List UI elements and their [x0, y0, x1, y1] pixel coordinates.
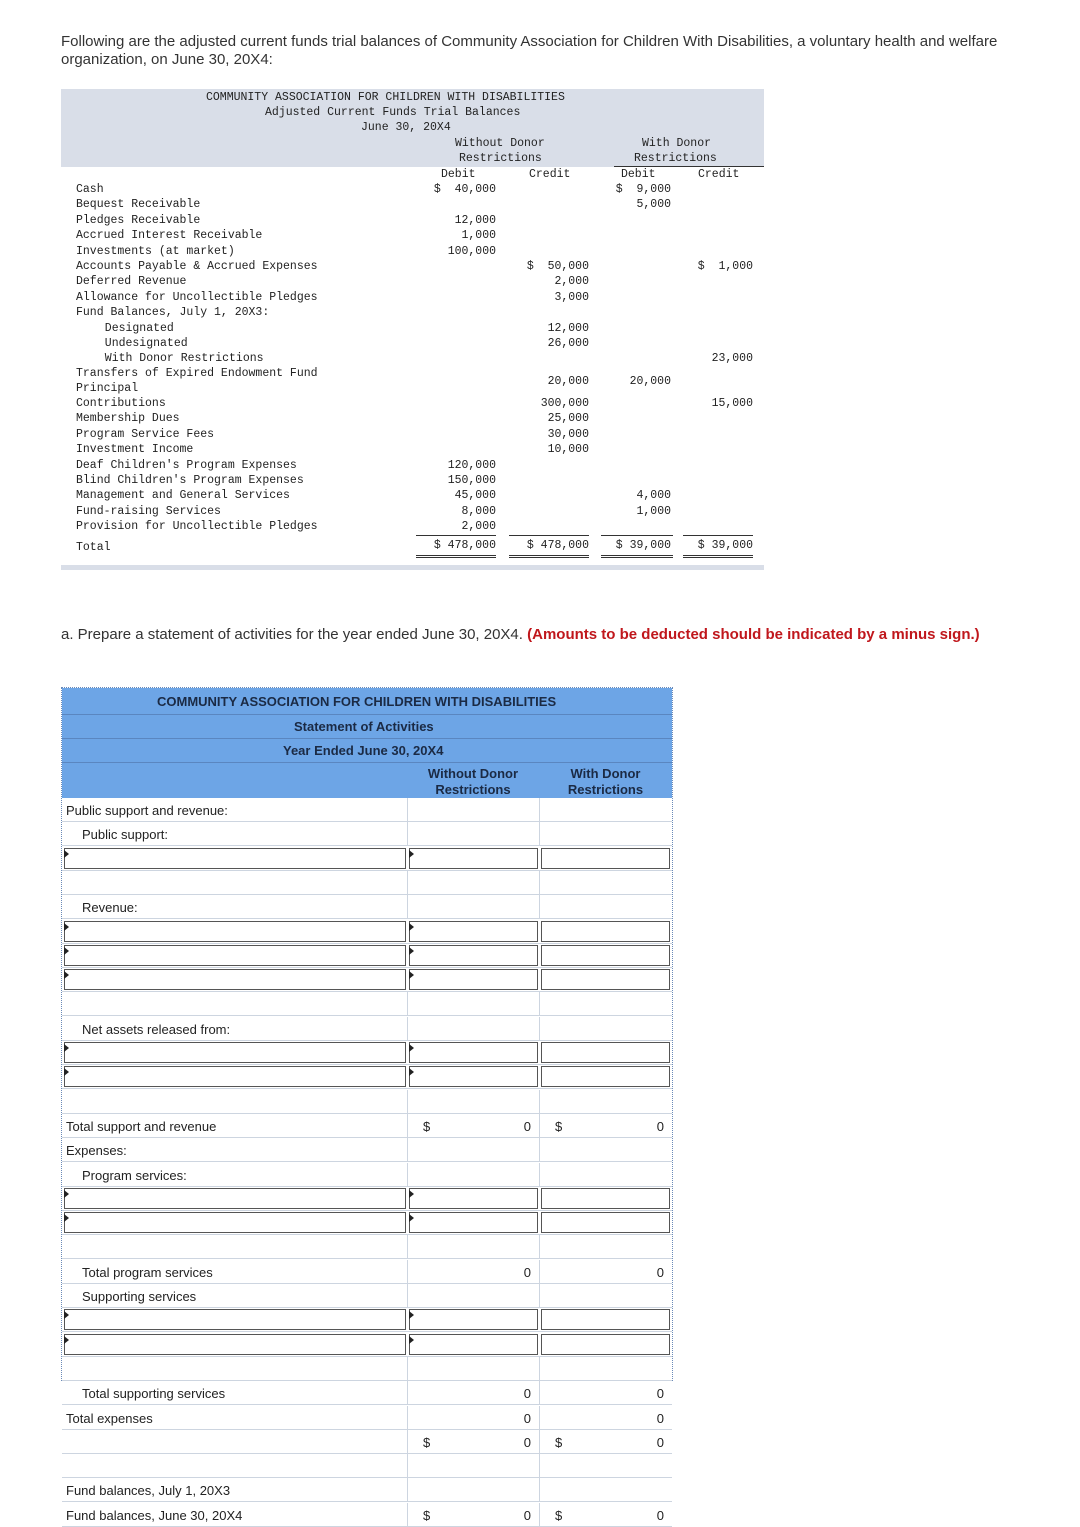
tb-double-rule	[683, 557, 753, 558]
without-donor-cell	[407, 992, 539, 1016]
col-without-donor	[407, 766, 539, 798]
statement-input-row	[62, 1308, 672, 1332]
tb-value: 8,000	[461, 504, 496, 518]
tb-group-with-2: Restrictions	[634, 152, 717, 165]
computed-total: 0	[656, 1507, 664, 1523]
with-donor-amount-input[interactable]	[541, 848, 670, 869]
with-donor-cell	[539, 1114, 672, 1138]
statement-title: COMMUNITY ASSOCIATION FOR CHILDREN WITH DISABILITIES	[157, 694, 557, 709]
without-donor-cell	[407, 895, 539, 919]
tb-sum-rule	[601, 535, 673, 536]
dropdown-indicator-icon	[409, 947, 414, 955]
tb-debit-2: Debit	[621, 168, 656, 181]
label-revenue: Revenue:	[82, 900, 138, 916]
without-donor-cell	[407, 1454, 539, 1478]
total-program-services: Total program services	[82, 1264, 213, 1280]
statement-header	[62, 688, 672, 798]
computed-total: 0	[656, 1386, 664, 1402]
dropdown-indicator-icon	[64, 1336, 69, 1344]
tb-sum-rule	[416, 535, 496, 536]
col-with-line1: With Donor	[570, 766, 641, 781]
tb-row-label: Investments (at market)	[76, 244, 235, 258]
dropdown-indicator-icon	[64, 923, 69, 931]
tb-sum-rule	[683, 535, 753, 536]
statement-row	[62, 1163, 672, 1187]
statement-row	[62, 992, 672, 1016]
statement-input-row	[62, 920, 672, 944]
with-donor-amount-input[interactable]	[541, 1042, 670, 1063]
with-donor-cell	[539, 1260, 672, 1284]
tb-row-label: With Donor Restrictions	[91, 352, 264, 366]
with-donor-cell	[539, 1163, 672, 1187]
statement-row	[62, 1454, 672, 1478]
col-without-line2: Restrictions	[435, 782, 511, 797]
computed-total: 0	[656, 1434, 664, 1450]
tb-label: Transfers of Expired Endowment Fund	[76, 367, 318, 380]
trial-balance-bottom-rule	[61, 565, 764, 570]
with-donor-amount-input[interactable]	[541, 945, 670, 966]
tb-value: 10,000	[547, 443, 589, 457]
tb-double-rule	[601, 555, 673, 556]
tb-total: $ 39,000	[615, 539, 671, 552]
tb-row-label: Designated	[91, 321, 174, 335]
account-name-input[interactable]	[64, 1042, 406, 1063]
computed-total: 0	[523, 1507, 531, 1523]
without-donor-cell	[407, 1430, 539, 1454]
account-name-input[interactable]	[64, 969, 406, 990]
total-supporting-services: Total supporting services	[82, 1386, 226, 1402]
dropdown-indicator-icon	[409, 1311, 414, 1319]
statement-row	[62, 1138, 672, 1162]
dropdown-indicator-icon	[64, 1044, 69, 1052]
tb-row-label: Deaf Children's Program Expenses	[76, 458, 297, 472]
dropdown-indicator-icon	[64, 1068, 69, 1076]
tb-value: $ 9,000	[615, 183, 671, 196]
statement-input-row	[62, 1041, 672, 1065]
tb-value: 4,000	[636, 489, 671, 503]
tb-value: $ 50,000	[526, 260, 589, 273]
computed-total: 0	[523, 1118, 531, 1134]
tb-total: $ 478,000	[526, 539, 589, 552]
tb-row-label: Program Service Fees	[76, 427, 215, 441]
dropdown-indicator-icon	[64, 850, 69, 858]
total-expenses: Total expenses	[66, 1410, 153, 1426]
tb-row-label: Cash	[76, 183, 104, 196]
with-donor-cell	[539, 871, 672, 895]
col-with-donor	[539, 766, 672, 798]
tb-value: 23,000	[711, 352, 753, 366]
account-name-input[interactable]	[64, 848, 406, 869]
statement-row	[62, 1260, 672, 1284]
tb-row-label: Provision for Uncollectible Pledges	[76, 520, 318, 534]
with-donor-cell	[539, 1138, 672, 1162]
tb-value: 1,000	[636, 504, 671, 518]
tb-row-label: Management and General Services	[76, 489, 290, 503]
statement-row	[62, 1284, 672, 1308]
dropdown-indicator-icon	[409, 1336, 414, 1344]
label-public-support-revenue: Public support and revenue:	[66, 803, 228, 818]
without-donor-cell	[407, 798, 539, 822]
tb-group-without-2: Restrictions	[459, 152, 542, 165]
header-rule	[62, 714, 672, 715]
tb-value: 1,000	[461, 229, 496, 243]
trial-balance	[61, 89, 764, 571]
statement-row	[62, 1430, 672, 1454]
without-donor-cell	[407, 871, 539, 895]
col-with-line2: Restrictions	[567, 782, 644, 797]
statement-row	[62, 1114, 672, 1138]
tb-row-label: Bequest Receivable	[76, 198, 201, 212]
tb-row-label: Contributions	[76, 397, 166, 410]
header-rule	[62, 762, 672, 763]
computed-total: 0	[523, 1386, 531, 1402]
computed-total: 0	[523, 1264, 531, 1280]
tb-value: 12,000	[547, 321, 589, 335]
dollar-sign: $	[555, 1507, 563, 1523]
tb-value: 20,000	[629, 375, 671, 388]
without-donor-amount-input[interactable]	[409, 848, 538, 869]
statement-row	[62, 798, 672, 822]
without-donor-amount-input[interactable]	[409, 1042, 538, 1063]
tb-row-label: Blind Children's Program Expenses	[76, 474, 304, 487]
without-donor-amount-input[interactable]	[409, 921, 538, 942]
dropdown-indicator-icon	[64, 947, 69, 955]
with-donor-cell	[539, 822, 672, 846]
dropdown-indicator-icon	[64, 1190, 69, 1198]
without-donor-cell	[407, 1381, 539, 1405]
statement-input-row	[62, 1187, 672, 1211]
statement-row	[62, 1357, 672, 1381]
with-donor-cell	[539, 1017, 672, 1041]
tb-value: 3,000	[554, 290, 589, 304]
tb-value: 2,000	[554, 275, 589, 289]
account-name-input[interactable]	[64, 1066, 406, 1087]
with-donor-cell	[539, 895, 672, 919]
tb-row-label: Investment Income	[76, 443, 194, 457]
dropdown-indicator-icon	[64, 1214, 69, 1222]
statement-row	[62, 822, 672, 846]
with-donor-amount-input[interactable]	[541, 1212, 670, 1233]
dollar-sign: $	[555, 1118, 563, 1134]
tb-value: 120,000	[447, 458, 496, 472]
with-donor-cell	[539, 1284, 672, 1308]
with-donor-amount-input[interactable]	[541, 969, 670, 990]
tb-value: 12,000	[454, 213, 496, 227]
tb-value: $ 1,000	[697, 260, 753, 273]
with-donor-cell	[539, 1235, 672, 1259]
tb-row-label: Fund Balances, July 1, 20X3:	[76, 306, 270, 320]
tb-group-with-1: With Donor	[642, 137, 712, 150]
tb-row-label: Accounts Payable & Accrued Expenses	[76, 260, 318, 273]
tb-value: 2,000	[461, 520, 496, 534]
without-donor-amount-input[interactable]	[409, 1334, 538, 1355]
dropdown-indicator-icon	[409, 850, 414, 858]
tb-value: 5,000	[636, 198, 671, 212]
without-donor-cell	[407, 1235, 539, 1259]
account-name-input[interactable]	[64, 921, 406, 942]
label-public-support: Public support:	[82, 827, 168, 843]
without-donor-cell	[407, 1478, 539, 1502]
computed-total: 0	[656, 1264, 664, 1280]
without-donor-cell	[407, 1017, 539, 1041]
tb-debit-1: Debit	[441, 168, 476, 181]
tb-double-rule	[509, 557, 589, 558]
dropdown-indicator-icon	[409, 1214, 414, 1222]
tb-value: 300,000	[540, 397, 589, 410]
tb-value: 150,000	[447, 474, 496, 487]
label-expenses: Expenses:	[66, 1143, 127, 1159]
tb-header-rule	[614, 166, 764, 167]
tb-value: $ 40,000	[433, 183, 496, 196]
without-donor-cell	[407, 1163, 539, 1187]
tb-value: 30,000	[547, 427, 589, 441]
tb-credit-2: Credit	[698, 168, 740, 181]
with-donor-cell	[539, 1090, 672, 1114]
statement-input-row	[62, 1333, 672, 1357]
tb-value: 100,000	[447, 244, 496, 258]
tb-double-rule	[601, 557, 673, 558]
dropdown-indicator-icon	[409, 1044, 414, 1052]
label-net-assets-released: Net assets released from:	[82, 1021, 231, 1037]
dollar-sign: $	[423, 1507, 431, 1523]
tb-double-rule	[509, 555, 589, 556]
without-donor-cell	[407, 1114, 539, 1138]
account-name-input[interactable]	[64, 1188, 406, 1209]
statement-row	[62, 1503, 672, 1527]
tb-value: 15,000	[711, 397, 753, 410]
tb-value: 20,000	[547, 375, 589, 388]
tb-double-rule	[416, 557, 496, 558]
dollar-sign: $	[423, 1118, 431, 1134]
tb-credit-1: Credit	[529, 168, 571, 181]
tb-row-label: Fund-raising Services	[76, 504, 221, 518]
tb-group-without-1: Without Donor	[455, 137, 545, 150]
header-rule	[62, 738, 672, 739]
tb-total: $ 478,000	[433, 539, 496, 552]
tb-row-label: Deferred Revenue	[76, 275, 187, 289]
question	[61, 625, 1021, 644]
with-donor-amount-input[interactable]	[541, 1066, 670, 1087]
without-donor-cell	[407, 1357, 539, 1381]
without-donor-cell	[407, 822, 539, 846]
with-donor-amount-input[interactable]	[541, 1334, 670, 1355]
without-donor-cell	[407, 1090, 539, 1114]
account-name-input[interactable]	[64, 1212, 406, 1233]
statement-row	[62, 895, 672, 919]
tb-value: 45,000	[454, 489, 496, 503]
without-donor-cell	[407, 1284, 539, 1308]
statement-input-row	[62, 1211, 672, 1235]
tb-subtitle: Adjusted Current Funds Trial Balances	[265, 106, 521, 119]
with-donor-cell	[539, 1454, 672, 1478]
dropdown-indicator-icon	[64, 971, 69, 979]
with-donor-amount-input[interactable]	[541, 1188, 670, 1209]
tb-row-label: Accrued Interest Receivable	[76, 229, 263, 243]
dollar-sign: $	[555, 1434, 563, 1450]
dollar-sign: $	[423, 1434, 431, 1450]
question-emphasis: (Amounts to be deducted should be indicated by a minus sign.)	[527, 626, 980, 643]
tb-double-rule	[683, 555, 753, 556]
dropdown-indicator-icon	[409, 1068, 414, 1076]
account-name-input[interactable]	[64, 1309, 406, 1330]
tb-row-label: Membership Dues	[76, 412, 180, 426]
dropdown-indicator-icon	[409, 923, 414, 931]
statement-row	[62, 1478, 672, 1502]
without-donor-cell	[407, 1260, 539, 1284]
statement-of-activities	[61, 687, 673, 1523]
statement-row	[62, 1090, 672, 1114]
question-text: a. Prepare a statement of activities for the year ended June 30, 20X4.	[61, 626, 523, 643]
with-donor-cell	[539, 1406, 672, 1430]
tb-value: 25,000	[547, 412, 589, 426]
tb-total-label: Total	[76, 541, 111, 554]
with-donor-amount-input[interactable]	[541, 1309, 670, 1330]
tb-date: June 30, 20X4	[361, 121, 451, 134]
without-donor-amount-input[interactable]	[409, 1066, 538, 1087]
label-supporting-services: Supporting services	[82, 1289, 197, 1304]
without-donor-amount-input[interactable]	[409, 1212, 538, 1233]
tb-double-rule	[416, 555, 496, 556]
total-support-revenue: Total support and revenue	[66, 1118, 217, 1134]
col-without-line1: Without Donor	[427, 766, 519, 781]
with-donor-cell	[539, 992, 672, 1016]
without-donor-amount-input[interactable]	[409, 945, 538, 966]
dropdown-indicator-icon	[409, 971, 414, 979]
without-donor-cell	[407, 1406, 539, 1430]
with-donor-cell	[539, 1503, 672, 1527]
tb-sum-rule	[509, 535, 589, 536]
label-fund-balances-begin: Fund balances, July 1, 20X3	[66, 1483, 231, 1499]
with-donor-cell	[539, 1430, 672, 1454]
without-donor-amount-input[interactable]	[409, 1309, 538, 1330]
account-name-input[interactable]	[64, 1334, 406, 1355]
computed-total: 0	[523, 1434, 531, 1450]
statement-row	[62, 871, 672, 895]
tb-label: Principal	[76, 382, 139, 395]
statement-row	[62, 1406, 672, 1430]
with-donor-cell	[539, 1478, 672, 1502]
label-program-services: Program services:	[82, 1167, 187, 1183]
tb-row-label: Allowance for Uncollectible Pledges	[76, 290, 318, 304]
without-donor-cell	[407, 1138, 539, 1162]
intro-text: Following are the adjusted current funds trial balances of Community Association for Children With Disabilities, a voluntary health and welfare organization, on June 30, 20X4:	[61, 33, 998, 68]
without-donor-amount-input[interactable]	[409, 969, 538, 990]
tb-row-label: Undesignated	[91, 337, 188, 350]
computed-total: 0	[656, 1410, 664, 1426]
without-donor-cell	[407, 1503, 539, 1527]
dropdown-indicator-icon	[64, 1311, 69, 1319]
statement-input-row	[62, 968, 672, 992]
computed-total: 0	[656, 1118, 664, 1134]
tb-value: 26,000	[547, 337, 589, 350]
statement-input-row	[62, 1065, 672, 1089]
statement-row	[62, 1381, 672, 1405]
without-donor-amount-input[interactable]	[409, 1188, 538, 1209]
statement-row	[62, 1235, 672, 1259]
fund-balances-end: Fund balances, June 30, 20X4	[66, 1507, 243, 1523]
computed-total: 0	[523, 1410, 531, 1426]
account-name-input[interactable]	[64, 945, 406, 966]
with-donor-amount-input[interactable]	[541, 921, 670, 942]
tb-total: $ 39,000	[697, 539, 753, 552]
statement-period: Year Ended June 30, 20X4	[283, 743, 444, 758]
tb-row-label: Pledges Receivable	[76, 213, 201, 227]
statement-input-row	[62, 847, 672, 871]
with-donor-cell	[539, 1357, 672, 1381]
with-donor-cell	[539, 1381, 672, 1405]
tb-title: COMMUNITY ASSOCIATION FOR CHILDREN WITH DISABILITIES	[206, 91, 565, 104]
statement-input-row	[62, 944, 672, 968]
dropdown-indicator-icon	[409, 1190, 414, 1198]
statement-subtitle: Statement of Activities	[294, 719, 434, 734]
statement-row	[62, 1017, 672, 1041]
with-donor-cell	[539, 798, 672, 822]
